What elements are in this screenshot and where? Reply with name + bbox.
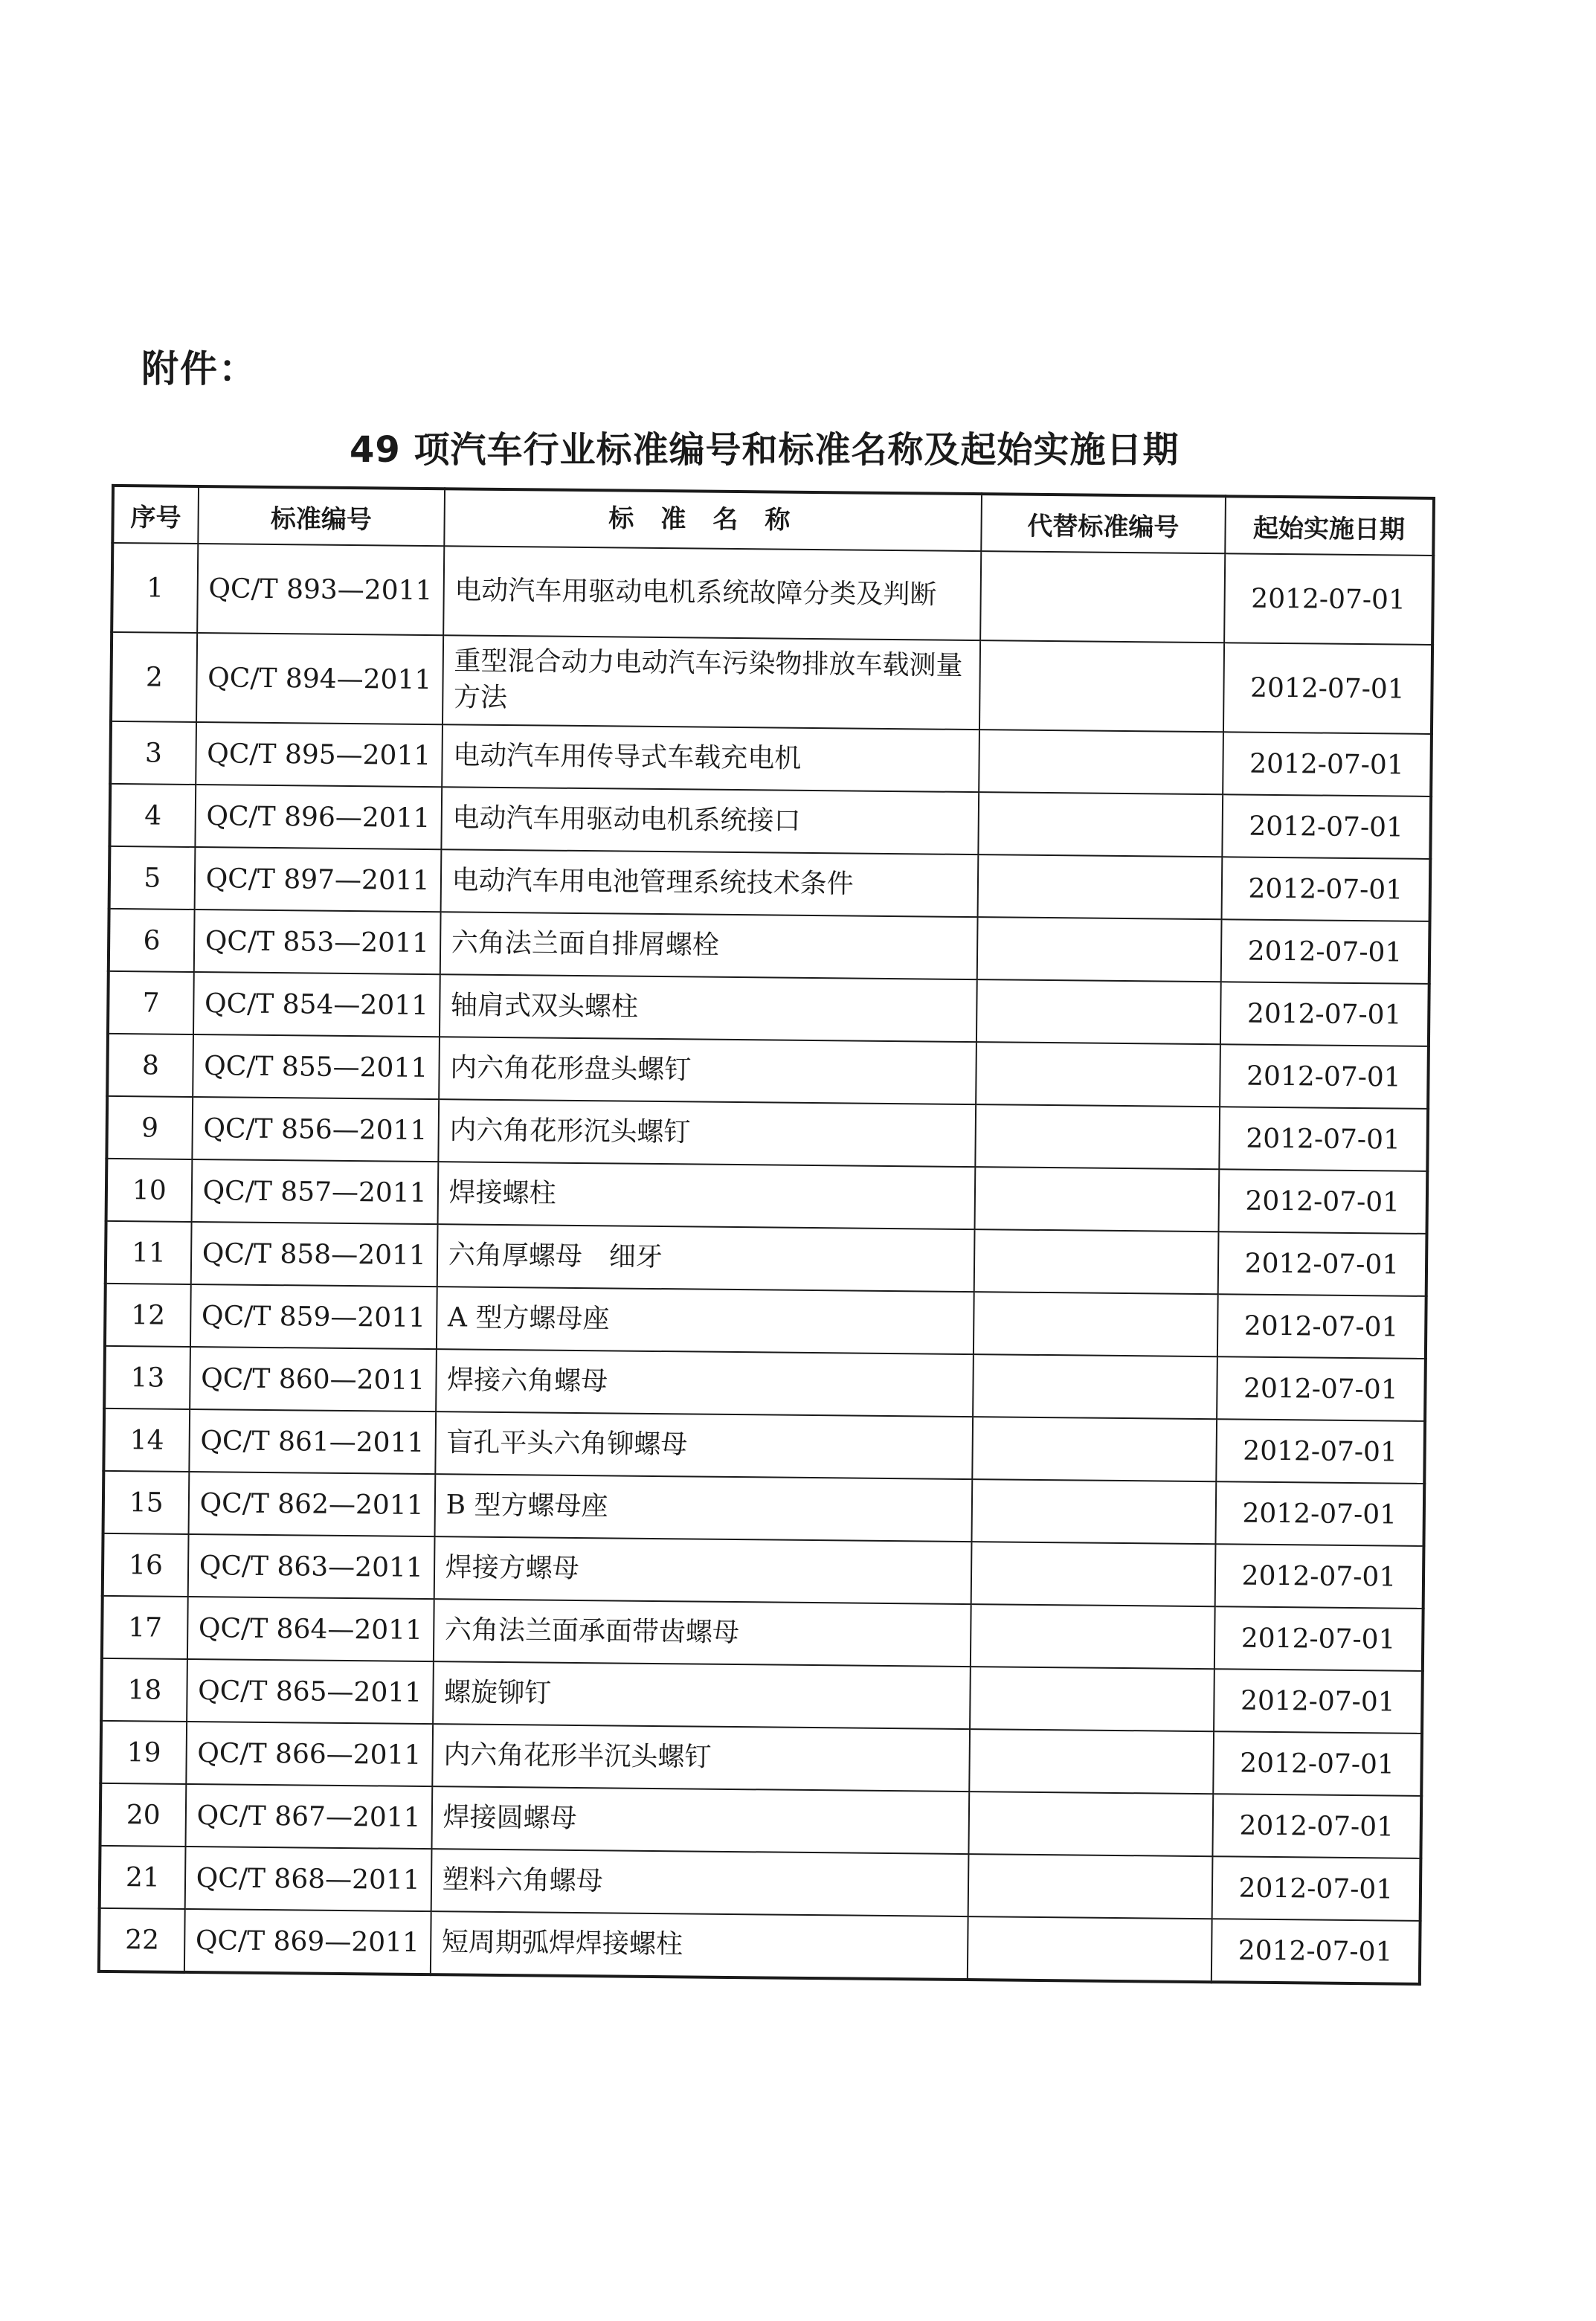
cell-code: QC/T 865—2011 [187,1659,434,1724]
cell-no: 13 [104,1346,190,1409]
cell-name: 内六角花形沉头螺钉 [438,1099,976,1167]
cell-replace [976,917,1221,982]
cell-code: QC/T 862—2011 [188,1472,435,1536]
cell-date: 2012-07-01 [1218,1169,1427,1234]
cell-date: 2012-07-01 [1216,1419,1425,1484]
cell-date: 2012-07-01 [1213,1731,1422,1796]
cell-no: 19 [100,1721,186,1784]
cell-date: 2012-07-01 [1221,857,1430,921]
standards-table [97,484,1435,1986]
cell-date: 2012-07-01 [1221,919,1430,984]
cell-code: QC/T 893—2011 [197,544,444,635]
cell-no: 14 [103,1409,189,1472]
cell-replace [976,1042,1220,1107]
cell-no: 4 [109,784,195,847]
cell-replace [976,979,1221,1044]
cell-code: QC/T 867—2011 [185,1784,432,1849]
cell-replace [979,640,1224,732]
cell-replace [975,1104,1220,1169]
table-row [112,543,1433,645]
header-date: 起始实施日期 [1225,496,1434,556]
cell-name: 六角法兰面承面带齿螺母 [434,1599,971,1667]
cell-code: QC/T 860—2011 [190,1347,437,1411]
cell-name: 六角厚螺母 细牙 [437,1224,974,1292]
cell-name: 六角法兰面自排屑螺栓 [440,912,977,979]
cell-no: 2 [111,632,197,722]
cell-code: QC/T 857—2011 [191,1159,438,1224]
cell-replace [974,1167,1219,1232]
header-replace: 代替标准编号 [981,494,1226,553]
cell-name: 短周期弧焊焊接螺柱 [431,1911,968,1980]
cell-name: 内六角花形盘头螺钉 [439,1037,976,1104]
cell-replace [968,1792,1213,1856]
cell-date: 2012-07-01 [1214,1606,1423,1671]
cell-name: A 型方螺母座 [437,1287,974,1354]
cell-code: QC/T 858—2011 [190,1222,437,1287]
cell-date: 2012-07-01 [1219,1107,1428,1171]
cell-date: 2012-07-01 [1223,643,1432,734]
table-row [99,1908,1420,1984]
cell-name: 电动汽车用驱动电机系统故障分类及判断 [443,546,981,640]
cell-name: 轴肩式双头螺柱 [440,974,977,1042]
cell-no: 8 [107,1034,193,1097]
cell-replace [973,1354,1217,1419]
cell-replace [978,792,1223,857]
cell-date: 2012-07-01 [1215,1481,1424,1546]
page-title: 49 项汽车行业标准编号和标准名称及起始实施日期 [350,429,1180,471]
cell-code: QC/T 854—2011 [193,972,440,1037]
cell-date: 2012-07-01 [1217,1294,1426,1359]
attachment-label: 附件： [141,347,257,390]
cell-date: 2012-07-01 [1214,1669,1423,1733]
cell-date: 2012-07-01 [1214,1544,1423,1609]
cell-name: 盲孔平头六角铆螺母 [435,1411,973,1479]
cell-replace [970,1667,1214,1731]
cell-no: 6 [109,909,194,972]
cell-no: 12 [105,1284,190,1347]
cell-name: 焊接方螺母 [434,1536,971,1604]
cell-code: QC/T 859—2011 [190,1284,437,1349]
header-no: 序号 [112,486,198,544]
cell-date: 2012-07-01 [1223,732,1432,796]
cell-date: 2012-07-01 [1224,553,1433,645]
cell-no: 1 [112,543,198,633]
cell-replace [979,730,1223,794]
cell-code: QC/T 895—2011 [196,722,443,787]
cell-replace [972,1417,1217,1481]
cell-no: 11 [106,1221,191,1284]
cell-replace [968,1854,1212,1919]
cell-name: 焊接六角螺母 [436,1349,974,1417]
cell-no: 18 [101,1658,187,1722]
cell-name: 内六角花形半沉头螺钉 [432,1724,970,1792]
cell-date: 2012-07-01 [1220,982,1429,1046]
cell-name: B 型方螺母座 [434,1474,972,1542]
cell-no: 5 [109,846,195,910]
cell-no: 7 [108,971,193,1034]
cell-replace [974,1292,1218,1356]
cell-no: 15 [103,1471,189,1534]
cell-code: QC/T 896—2011 [195,785,442,849]
cell-code: QC/T 861—2011 [189,1409,436,1474]
cell-replace [974,1229,1218,1294]
cell-replace [967,1916,1212,1982]
cell-no: 16 [103,1533,188,1597]
cell-code: QC/T 864—2011 [187,1597,434,1661]
cell-code: QC/T 863—2011 [187,1534,434,1599]
cell-name: 螺旋铆钉 [433,1661,971,1729]
table-row [111,632,1432,734]
cell-code: QC/T 866—2011 [186,1722,433,1786]
cell-replace [971,1542,1215,1606]
cell-date: 2012-07-01 [1212,1794,1421,1858]
cell-code: QC/T 868—2011 [184,1847,431,1911]
cell-code: QC/T 856—2011 [192,1097,439,1162]
cell-no: 20 [100,1783,186,1847]
cell-code: QC/T 853—2011 [193,910,440,974]
cell-date: 2012-07-01 [1212,1856,1420,1921]
cell-no: 21 [100,1846,185,1909]
header-name: 标准名称 [444,489,982,551]
cell-code: QC/T 894—2011 [196,633,443,724]
cell-name: 电动汽车用驱动电机系统接口 [441,787,979,854]
cell-date: 2012-07-01 [1222,794,1431,859]
cell-no: 22 [99,1908,184,1972]
cell-replace [971,1604,1215,1669]
cell-replace [977,854,1222,919]
cell-date: 2012-07-01 [1220,1044,1429,1109]
cell-no: 17 [102,1596,187,1659]
cell-code: QC/T 897—2011 [194,847,441,912]
cell-name: 电动汽车用传导式车载充电机 [442,724,979,792]
cell-date: 2012-07-01 [1217,1232,1426,1296]
cell-no: 3 [110,721,196,785]
table-body [99,543,1433,1984]
cell-name: 焊接螺柱 [437,1162,975,1229]
header-code: 标准编号 [198,486,445,546]
cell-no: 10 [106,1159,192,1222]
cell-name: 重型混合动力电动汽车污染物排放车载测量方法 [443,635,980,730]
cell-replace [971,1479,1216,1544]
cell-code: QC/T 869—2011 [184,1909,431,1974]
cell-date: 2012-07-01 [1212,1919,1420,1984]
cell-code: QC/T 855—2011 [193,1034,440,1099]
cell-no: 9 [106,1096,192,1159]
cell-replace [980,551,1225,643]
cell-name: 电动汽车用电池管理系统技术条件 [440,849,978,917]
cell-date: 2012-07-01 [1217,1356,1426,1421]
cell-name: 焊接圆螺母 [431,1786,969,1854]
cell-name: 塑料六角螺母 [431,1849,968,1916]
cell-replace [969,1729,1214,1794]
